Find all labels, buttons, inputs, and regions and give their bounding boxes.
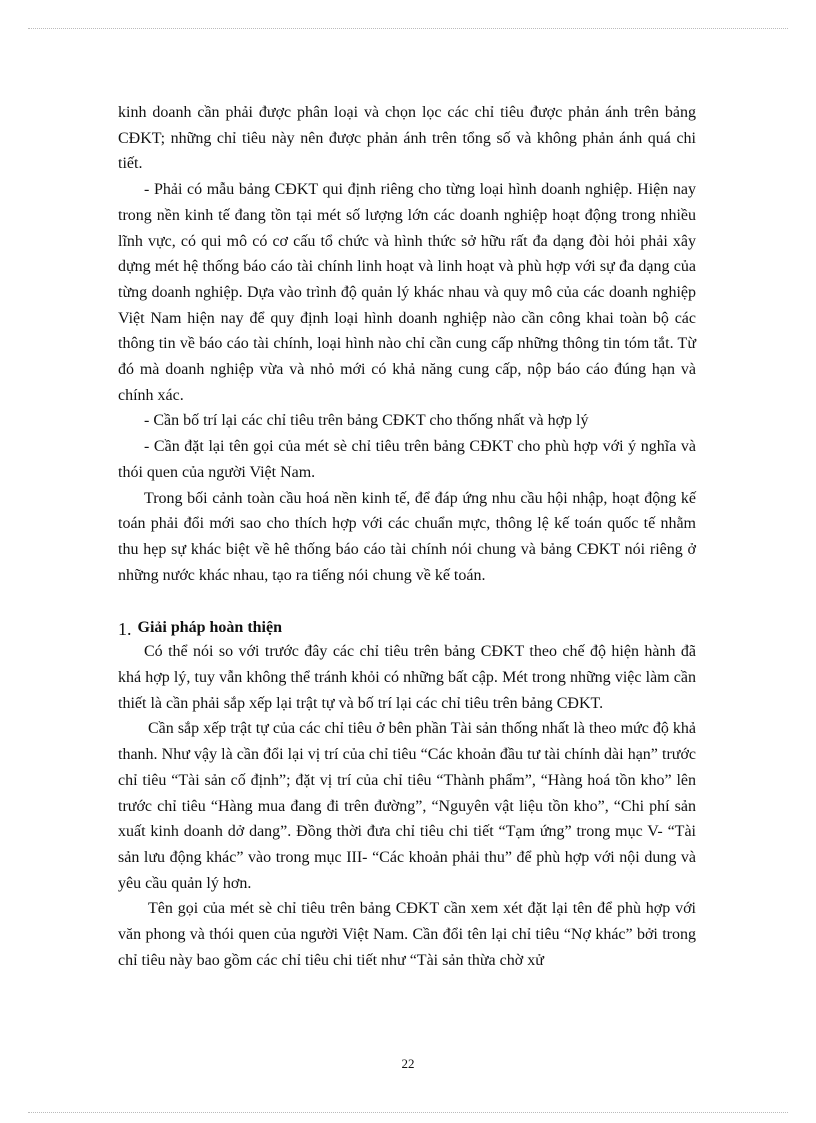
section-title: Giải pháp hoàn thiện [137,619,282,637]
paragraph-context: Trong bối cảnh toàn cầu hoá nền kinh tế, để đáp ứng nhu cầu hội nhập, hoạt động kế toán phải đổi mới sao cho thích hợp với các chuẩn mực, thông lệ kế toán quốc tế nhằm thu hẹp sự khác biệt về hê thống báo cáo tài chính nói chung và bảng CĐKT nói riêng ở những nước khác nhau, tạo ra tiếng nói chung về kế toán. [118,489,696,584]
paragraph-continuation: kinh doanh cần phải được phân loại và chọn lọc các chỉ tiêu được phản ánh trên bảng CĐKT; những chỉ tiêu này nên được phản ánh trên tổng số và không phản ánh quá chi tiết. [118,104,696,173]
page-bottom-border [28,1112,788,1113]
paragraph-bullet-arrange: - Cần bố trí lại các chỉ tiêu trên bảng CĐKT cho thống nhất và hợp lý [144,412,589,430]
section-heading [118,615,696,639]
section-number: 1. [118,619,132,640]
paragraph-bullet-form: - Phải có mẫu bảng CĐKT qui định riêng cho từng loại hình doanh nghiệp. Hiện nay trong nền kinh tế đang tồn tại mét số lượng lớn các doanh nghiệp hoạt động trong nhiều lĩnh vực, có qui mô có cơ cấu tổ chức và hình thức sở hữu rất đa dạng đòi hỏi phải xây dựng mét hệ thống báo cáo tài chính linh hoạt và linh hoạt và phù hợp với sự đa dạng của từng doanh nghiệp. Dựa vào trình độ quản lý khác nhau và quy mô của các doanh nghiệp Việt Nam hiện nay để quy định loại hình doanh nghiệp nào cần công khai toàn bộ các thông tin về báo cáo tài chính, loại hình nào chỉ cần cung cấp những thông tin tóm tắt. Từ đó mà doanh nghiệp vừa và nhỏ mới có khả năng cung cấp, nộp báo cáo đúng hạn và chính xác. [118,181,696,404]
paragraph-naming: Tên gọi của mét sè chỉ tiêu trên bảng CĐKT cần xem xét đặt lại tên để phù hợp với văn phong và thói quen của người Việt Nam. Cần đổi tên lại chỉ tiêu “Nợ khác” bởi trong chỉ tiêu này bao gồm các chỉ tiêu chi tiết như “Tài sản thừa chờ xử [118,900,696,969]
paragraph-bullet-rename: - Cần đặt lại tên gọi của mét sè chỉ tiêu trên bảng CĐKT cho phù hợp với ý nghĩa và thói quen của người Việt Nam. [118,438,696,481]
paragraph-solution-intro: Có thể nói so với trước đây các chỉ tiêu trên bảng CĐKT theo chế độ hiện hành đã khá hợp lý, tuy vẫn không thể tránh khỏi có những bất cập. Mét trong những việc làm cần thiết là cần phải sắp xếp lại trật tự và bố trí lại các chỉ tiêu trên bảng CĐKT. [118,643,696,712]
document-body [118,100,696,974]
paragraph-asset-order: Cần sắp xếp trật tự của các chỉ tiêu ở bên phần Tài sản thống nhất là theo mức độ khả thanh. Như vậy là cần đổi lại vị trí của chỉ tiêu “Các khoản đầu tư tài chính dài hạn” trước chỉ tiêu “Tài sản cố định”; đặt vị trí của chỉ tiêu “Thành phẩm”, “Hàng hoá tồn kho” lên trước chỉ tiêu “Hàng mua đang đi trên đường”, “Nguyên vật liệu tồn kho”, “Chi phí sản xuất kinh doanh dở dang”. Đồng thời đưa chỉ tiêu chi tiết “Tạm ứng” trong mục V- “Tài sản lưu động khác” vào trong mục III- “Các khoản phải thu” để phù hợp với nội dung và yêu cầu quản lý hơn. [118,720,696,892]
page-top-border [28,28,788,29]
page-number: 22 [401,1056,415,1071]
